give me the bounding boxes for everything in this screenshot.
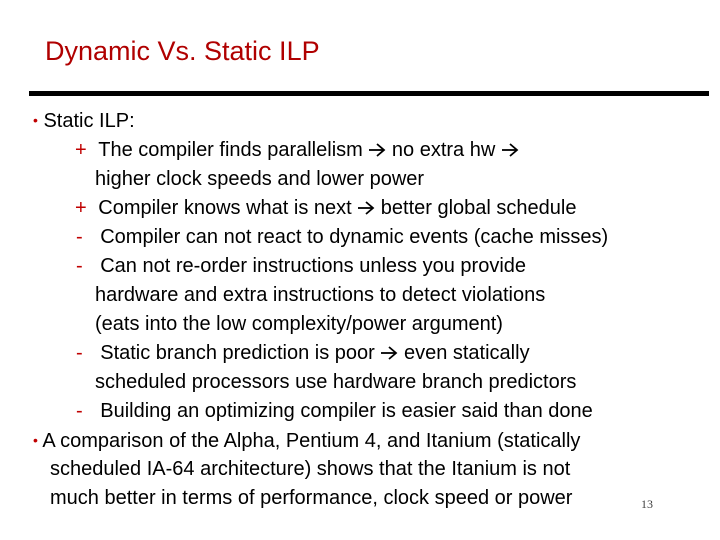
bullet-line	[33, 108, 135, 133]
sub-bullet-text: no extra hw	[386, 139, 501, 161]
plus-marker: +	[75, 197, 87, 219]
page-number: 13	[641, 497, 653, 511]
sub-bullet-text: Can not re-order instructions unless you provide	[100, 255, 527, 277]
minus-marker: -	[76, 255, 83, 277]
sub-bullet-line	[76, 254, 526, 278]
sub-bullet-line	[75, 138, 519, 162]
sub-bullet-text: The compiler finds parallelism	[98, 139, 369, 161]
sub-bullet-line	[76, 341, 530, 365]
sub-bullet-text: Compiler can not react to dynamic events (cache misses)	[100, 226, 609, 248]
minus-marker: -	[76, 342, 83, 364]
right-arrow-icon	[380, 345, 398, 361]
bullet-marker: •	[33, 432, 38, 448]
sub-bullet-line	[76, 399, 593, 423]
sub-bullet-text: Building an optimizing compiler is easier said than done	[100, 400, 593, 422]
slide-title: Dynamic Vs. Static ILP	[45, 36, 320, 66]
right-arrow-icon	[357, 200, 375, 216]
continuation-line: much better in terms of performance, clock speed or power	[50, 487, 573, 509]
continuation-line: scheduled IA-64 architecture) shows that the Itanium is not	[50, 458, 571, 480]
minus-marker: -	[76, 226, 83, 248]
sub-bullet-line	[76, 225, 608, 249]
right-arrow-icon	[368, 142, 386, 158]
bullet-marker: •	[33, 112, 38, 128]
bullet-text: A comparison of the Alpha, Pentium 4, and Itanium (statically	[42, 430, 581, 452]
sub-bullet-text: even statically	[398, 342, 530, 364]
bullet-line	[33, 428, 580, 453]
right-arrow-icon	[501, 142, 519, 158]
bullet-text: Static ILP:	[43, 110, 135, 132]
title-divider	[29, 91, 709, 96]
continuation-line: hardware and extra instructions to detect violations	[95, 284, 546, 306]
sub-bullet-text: better global schedule	[375, 197, 577, 219]
continuation-line: higher clock speeds and lower power	[95, 168, 425, 190]
continuation-line: scheduled processors use hardware branch predictors	[95, 371, 577, 393]
sub-bullet-line	[75, 196, 576, 220]
plus-marker: +	[75, 139, 87, 161]
sub-bullet-text: Static branch prediction is poor	[100, 342, 381, 364]
sub-bullet-text: Compiler knows what is next	[98, 197, 358, 219]
minus-marker: -	[76, 400, 83, 422]
continuation-line: (eats into the low complexity/power argument)	[95, 313, 503, 335]
